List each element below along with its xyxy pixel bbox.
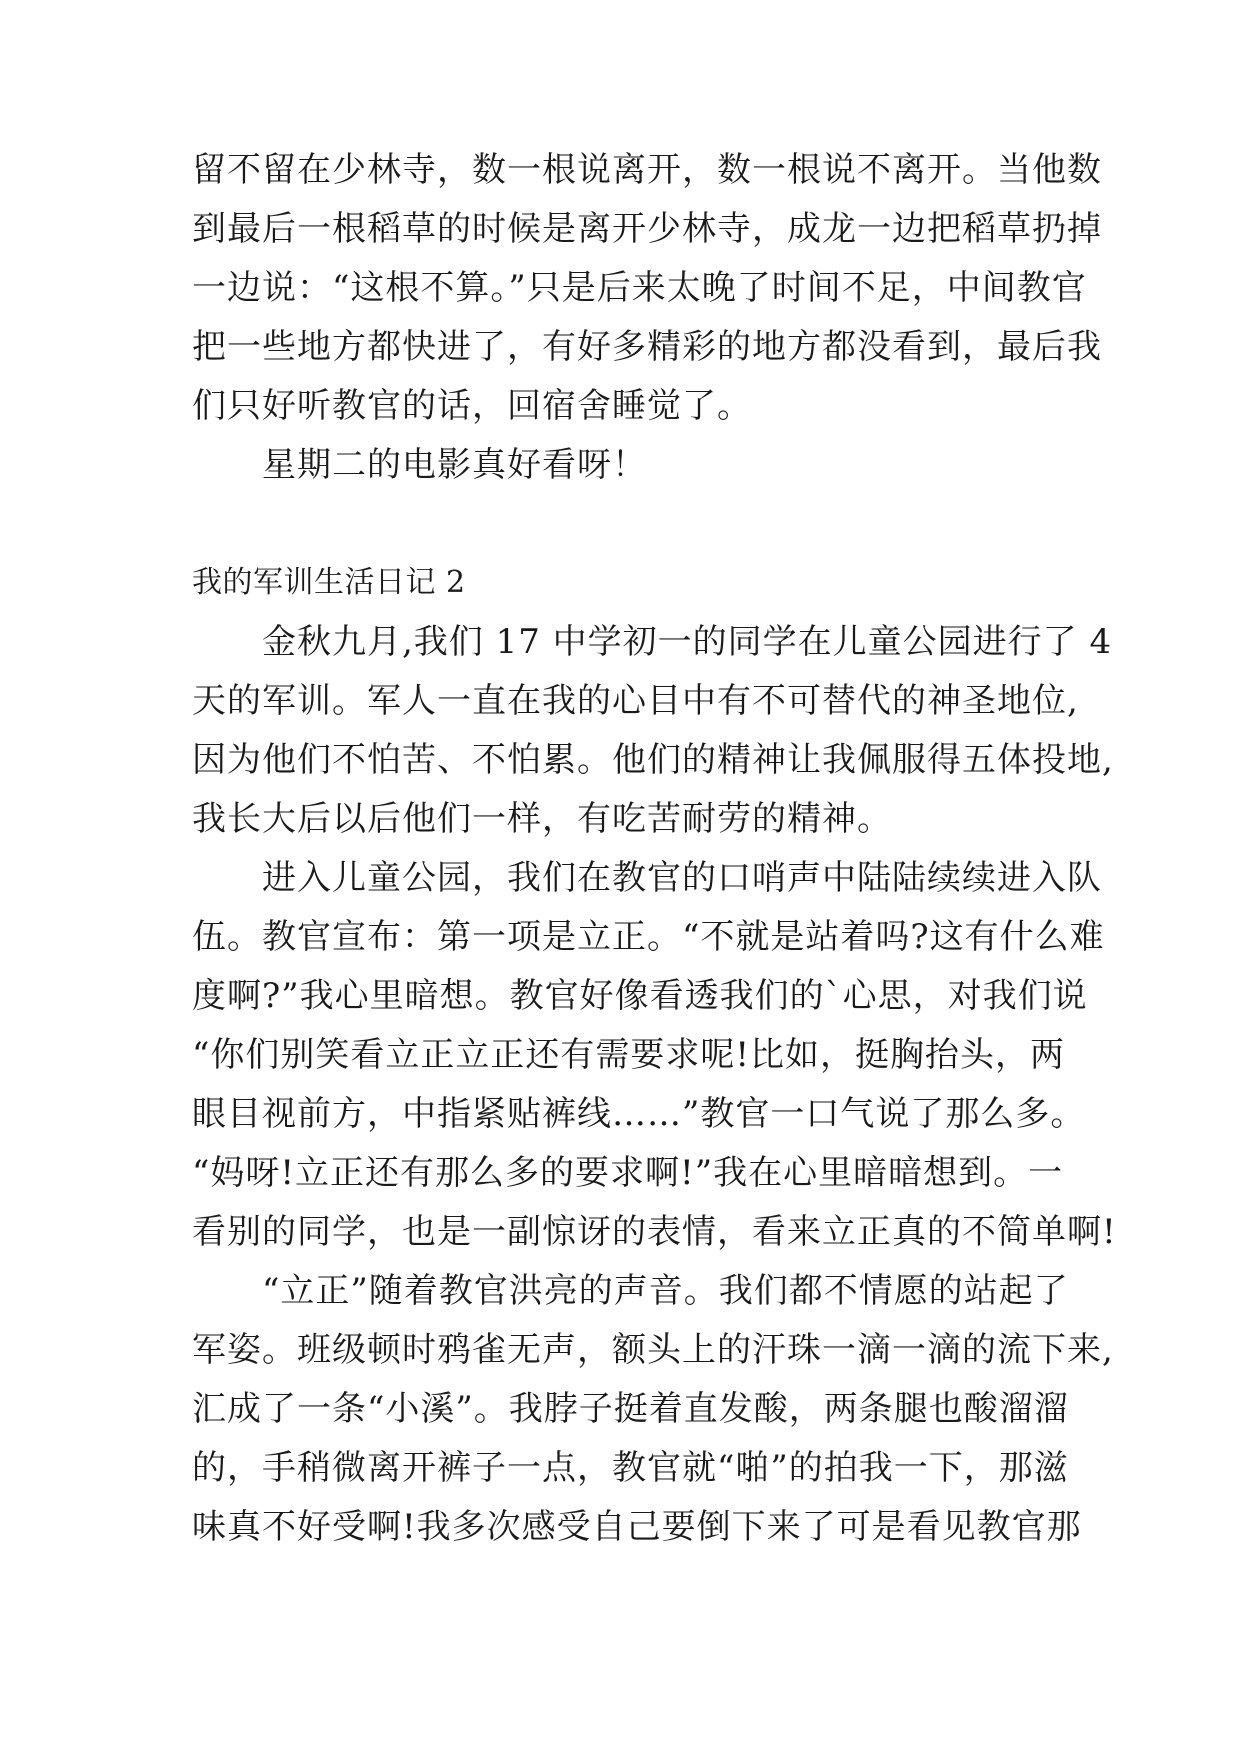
body-text-line: 把一些地方都快进了，有好多精彩的地方都没看到，最后我 <box>192 327 1102 367</box>
body-text-line: 留不留在少林寺，数一根说离开，数一根说不离开。当他数 <box>192 150 1102 190</box>
body-text-line: 眼目视前方，中指紧贴裤线……”教官一口气说了那么多。 <box>192 1094 1086 1134</box>
body-text-line: 一边说：“这根不算。”只是后来太晚了时间不足，中间教官 <box>192 268 1087 308</box>
body-text-line: 伍。教官宣布：第一项是立正。“不就是站着吗?这有什么难 <box>192 917 1105 957</box>
body-text-line: “立正”随着教官洪亮的声音。我们都不情愿的站起了 <box>192 1271 1069 1311</box>
body-text-line: 因为他们不怕苦、不怕累。他们的精神让我佩服得五体投地, <box>192 740 1114 780</box>
body-text-line: “你们别笑看立正立正还有需要求呢!比如，挺胸抬头，两 <box>192 1035 1066 1075</box>
section-heading: 我的军训生活日记 2 <box>192 565 466 600</box>
body-text-line: 天的军训。军人一直在我的心目中有不可替代的神圣地位, <box>192 681 1079 721</box>
body-text-line: 我长大后以后他们一样，有吃苦耐劳的精神。 <box>192 799 892 839</box>
body-text-line: 到最后一根稻草的时候是离开少林寺，成龙一边把稻草扔掉 <box>192 209 1102 249</box>
body-text-line: 们只好听教官的话，回宿舍睡觉了。 <box>192 386 752 426</box>
body-text-line: 金秋九月,我们 17 中学初一的同学在儿童公园进行了 4 <box>192 622 1113 662</box>
body-text-line: 味真不好受啊!我多次感受自己要倒下来了可是看见教官那 <box>192 1507 1082 1547</box>
body-text-line: “妈呀!立正还有那么多的要求啊!”我在心里暗暗想到。一 <box>192 1153 1064 1193</box>
body-text-line: 军姿。班级顿时鸦雀无声，额头上的汗珠一滴一滴的流下来, <box>192 1330 1114 1370</box>
body-text-line: 看别的同学，也是一副惊讶的表情，看来立正真的不简单啊! <box>192 1212 1117 1252</box>
body-text-line: 汇成了一条“小溪”。我脖子挺着直发酸，两条腿也酸溜溜 <box>192 1389 1069 1429</box>
body-text-line: 度啊?”我心里暗想。教官好像看透我们的`心思，对我们说 <box>192 976 1088 1016</box>
body-text-line: 星期二的电影真好看呀！ <box>192 445 647 485</box>
body-text-line: 进入儿童公园，我们在教官的口哨声中陆陆续续进入队 <box>192 858 1102 898</box>
body-text-line: 的，手稍微离开裤子一点，教官就“啪”的拍我一下，那滋 <box>192 1448 1069 1488</box>
